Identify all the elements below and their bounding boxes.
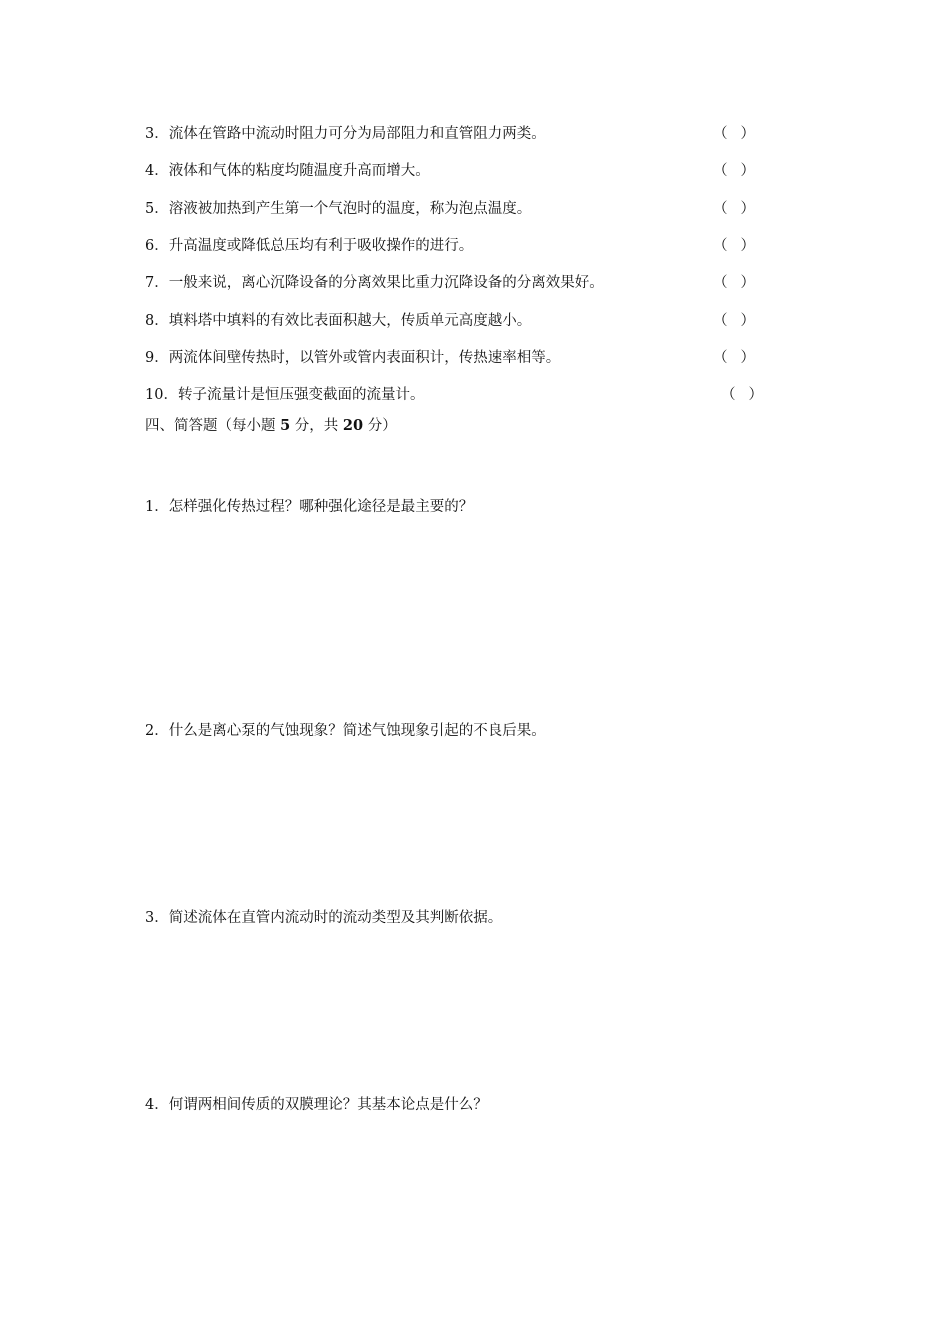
item-text: 流体在管路中流动时阻力可分为局部阻力和直管阻力两类。 (168, 126, 546, 142)
close-paren: ） (748, 387, 763, 403)
close-paren: ） (740, 201, 755, 217)
heading-suffix: 分） (363, 418, 397, 434)
heading-prefix: 四、简答题（每小题 (145, 418, 281, 434)
close-paren: ） (740, 126, 755, 142)
question-number: 4． (145, 1097, 169, 1113)
question-number: 1． (145, 499, 169, 515)
answer-blank[interactable] (713, 160, 755, 182)
total-score: 20 (342, 417, 364, 434)
question-text: 什么是离心泵的气蚀现象？简述气蚀现象引起的不良后果。 (168, 723, 546, 739)
open-paren: （ (713, 238, 728, 254)
open-paren: （ (713, 313, 728, 329)
short-answer-3 (145, 907, 502, 929)
item-number: 8． (145, 313, 169, 329)
tf-item-8 (145, 310, 765, 332)
short-answer-1 (145, 496, 473, 518)
tf-item-10 (145, 384, 765, 406)
answer-blank[interactable] (713, 235, 755, 257)
tf-item-5 (145, 198, 765, 220)
question-text: 何谓两相间传质的双膜理论？其基本论点是什么？ (168, 1097, 488, 1113)
short-answer-2 (145, 720, 546, 742)
open-paren: （ (713, 126, 728, 142)
item-text: 两流体间壁传热时，以管外或管内表面积计，传热速率相等。 (168, 350, 561, 366)
close-paren: ） (740, 275, 755, 291)
answer-blank[interactable] (713, 272, 755, 294)
question-text: 简述流体在直管内流动时的流动类型及其判断依据。 (168, 910, 503, 926)
question-text: 怎样强化传热过程？哪种强化途径是最主要的？ (168, 499, 474, 515)
answer-blank[interactable] (721, 384, 763, 406)
item-number: 9． (145, 350, 169, 366)
tf-item-6 (145, 235, 765, 257)
item-number: 4． (145, 163, 169, 179)
open-paren: （ (713, 163, 728, 179)
short-answer-4 (145, 1094, 488, 1116)
open-paren: （ (713, 201, 728, 217)
item-text: 溶液被加热到产生第一个气泡时的温度，称为泡点温度。 (168, 201, 532, 217)
item-number: 7． (145, 275, 169, 291)
item-number: 5． (145, 201, 169, 217)
answer-blank[interactable] (713, 198, 755, 220)
answer-blank[interactable] (713, 123, 755, 145)
tf-item-9 (145, 347, 765, 369)
close-paren: ） (740, 313, 755, 329)
question-number: 3． (145, 910, 169, 926)
item-text: 填料塔中填料的有效比表面积越大，传质单元高度越小。 (168, 313, 532, 329)
answer-blank[interactable] (713, 310, 755, 332)
item-number: 3． (145, 126, 169, 142)
open-paren: （ (721, 387, 736, 403)
item-number: 6． (145, 238, 169, 254)
answer-blank[interactable] (713, 347, 755, 369)
heading-middle: 分，共 (290, 418, 343, 434)
item-text: 升高温度或降低总压均有利于吸收操作的进行。 (168, 238, 474, 254)
close-paren: ） (740, 163, 755, 179)
item-text: 一般来说，离心沉降设备的分离效果比重力沉降设备的分离效果好。 (168, 275, 604, 291)
close-paren: ） (740, 238, 755, 254)
open-paren: （ (713, 350, 728, 366)
item-number: 10． (145, 387, 178, 403)
per-question-score: 5 (280, 417, 291, 434)
close-paren: ） (740, 350, 755, 366)
section-heading (145, 416, 397, 436)
question-number: 2． (145, 723, 169, 739)
tf-item-7 (145, 272, 765, 294)
open-paren: （ (713, 275, 728, 291)
tf-item-3 (145, 123, 765, 145)
item-text: 液体和气体的粘度均随温度升高而增大。 (168, 163, 430, 179)
tf-item-4 (145, 160, 765, 182)
item-text: 转子流量计是恒压强变截面的流量计。 (177, 387, 425, 403)
